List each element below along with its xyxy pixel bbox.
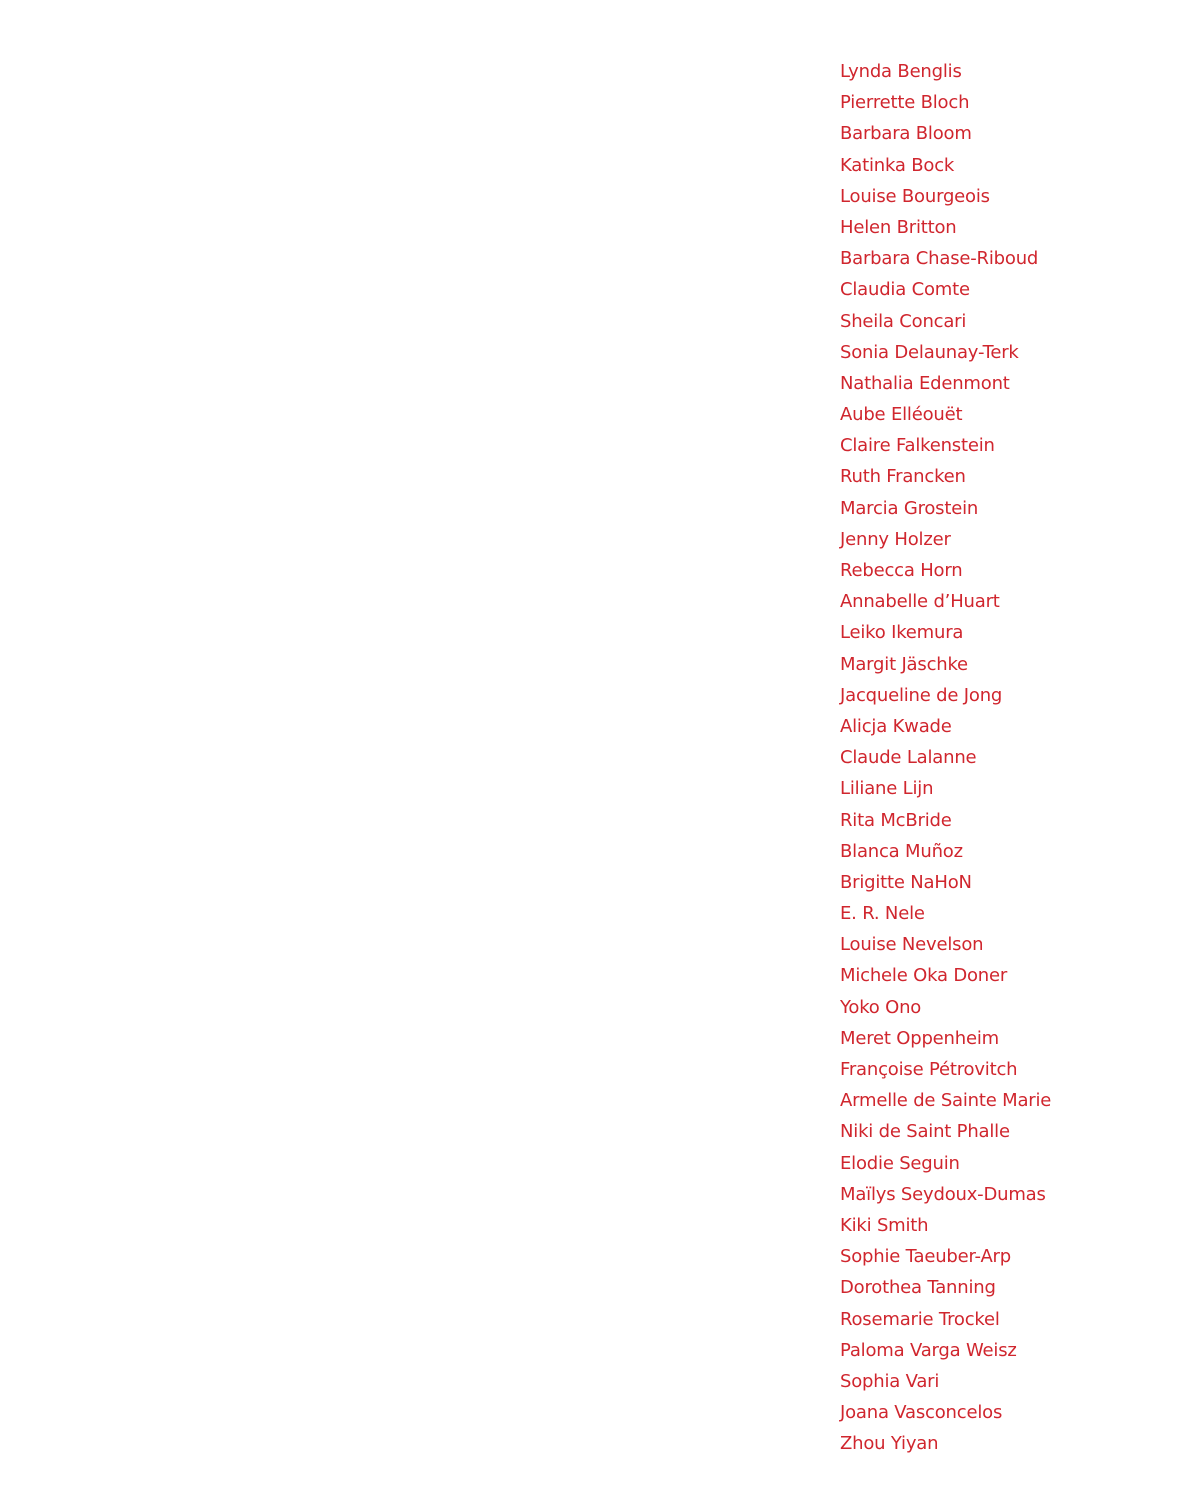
artist-name: Pierrette Bloch: [840, 92, 970, 114]
artist-name: Ruth Francken: [840, 466, 966, 488]
artist-name: Françoise Pétrovitch: [840, 1059, 1018, 1080]
artist-name: Rita McBride: [840, 809, 952, 831]
artist-name: Barbara Chase-Riboud: [840, 248, 1039, 270]
artist-name: Aube Elléouët: [840, 404, 963, 426]
artist-name: Liliane Lijn: [840, 778, 934, 800]
artist-name: Helen Britton: [840, 216, 957, 238]
artist-list: [840, 56, 1051, 1459]
artist-name: Dorothea Tanning: [840, 1277, 996, 1299]
artist-name: Alicja Kwade: [840, 715, 952, 737]
artist-name: Nathalia Edenmont: [840, 372, 1010, 394]
artist-name: Barbara Bloom: [840, 123, 972, 145]
artist-name: Jenny Holzer: [840, 528, 951, 550]
artist-name: Elodie Seguin: [840, 1152, 960, 1174]
artist-name: Margit Jäschke: [840, 653, 968, 675]
artist-name: Claude Lalanne: [840, 747, 977, 769]
artist-name: Rosemarie Trockel: [840, 1308, 1000, 1330]
artist-name: Sophie Taeuber-Arp: [840, 1246, 1011, 1268]
artist-name: Sonia Delaunay-Terk: [840, 341, 1019, 363]
artist-name: Jacqueline de Jong: [840, 684, 1003, 706]
artist-name: Marcia Grostein: [840, 497, 979, 519]
artist-name: Joana Vasconcelos: [840, 1402, 1003, 1424]
artist-name: Armelle de Sainte Marie: [840, 1090, 1052, 1112]
artist-name: Rebecca Horn: [840, 560, 963, 581]
artist-name: Paloma Varga Weisz: [840, 1339, 1017, 1361]
artist-name: Kiki Smith: [840, 1214, 929, 1236]
artist-name: Brigitte NaHoN: [840, 871, 972, 893]
artist-name: Katinka Bock: [840, 154, 955, 176]
artist-name: Lynda Benglis: [840, 61, 962, 82]
artist-name: Sophia Vari: [840, 1370, 940, 1392]
artist-name: Michele Oka Doner: [840, 965, 1008, 987]
artist-name: Annabelle d’Huart: [840, 591, 1000, 613]
artist-name: Zhou Yiyan: [840, 1433, 939, 1455]
artist-name: Yoko Ono: [840, 996, 922, 1018]
artist-name: Claudia Comte: [840, 279, 970, 301]
artist-name: Louise Nevelson: [840, 934, 984, 956]
artist-name: Leiko Ikemura: [840, 622, 964, 644]
artist-name: Sheila Concari: [840, 310, 967, 332]
artist-name: E. R. Nele: [840, 903, 925, 925]
artist-name: Claire Falkenstein: [840, 435, 995, 457]
artist-name: Maïlys Seydoux-Dumas: [840, 1183, 1046, 1205]
artist-name: Blanca Muñoz: [840, 840, 963, 862]
artist-name: Louise Bourgeois: [840, 185, 990, 207]
artist-name: Meret Oppenheim: [840, 1027, 999, 1049]
artist-name: Niki de Saint Phalle: [840, 1121, 1010, 1143]
